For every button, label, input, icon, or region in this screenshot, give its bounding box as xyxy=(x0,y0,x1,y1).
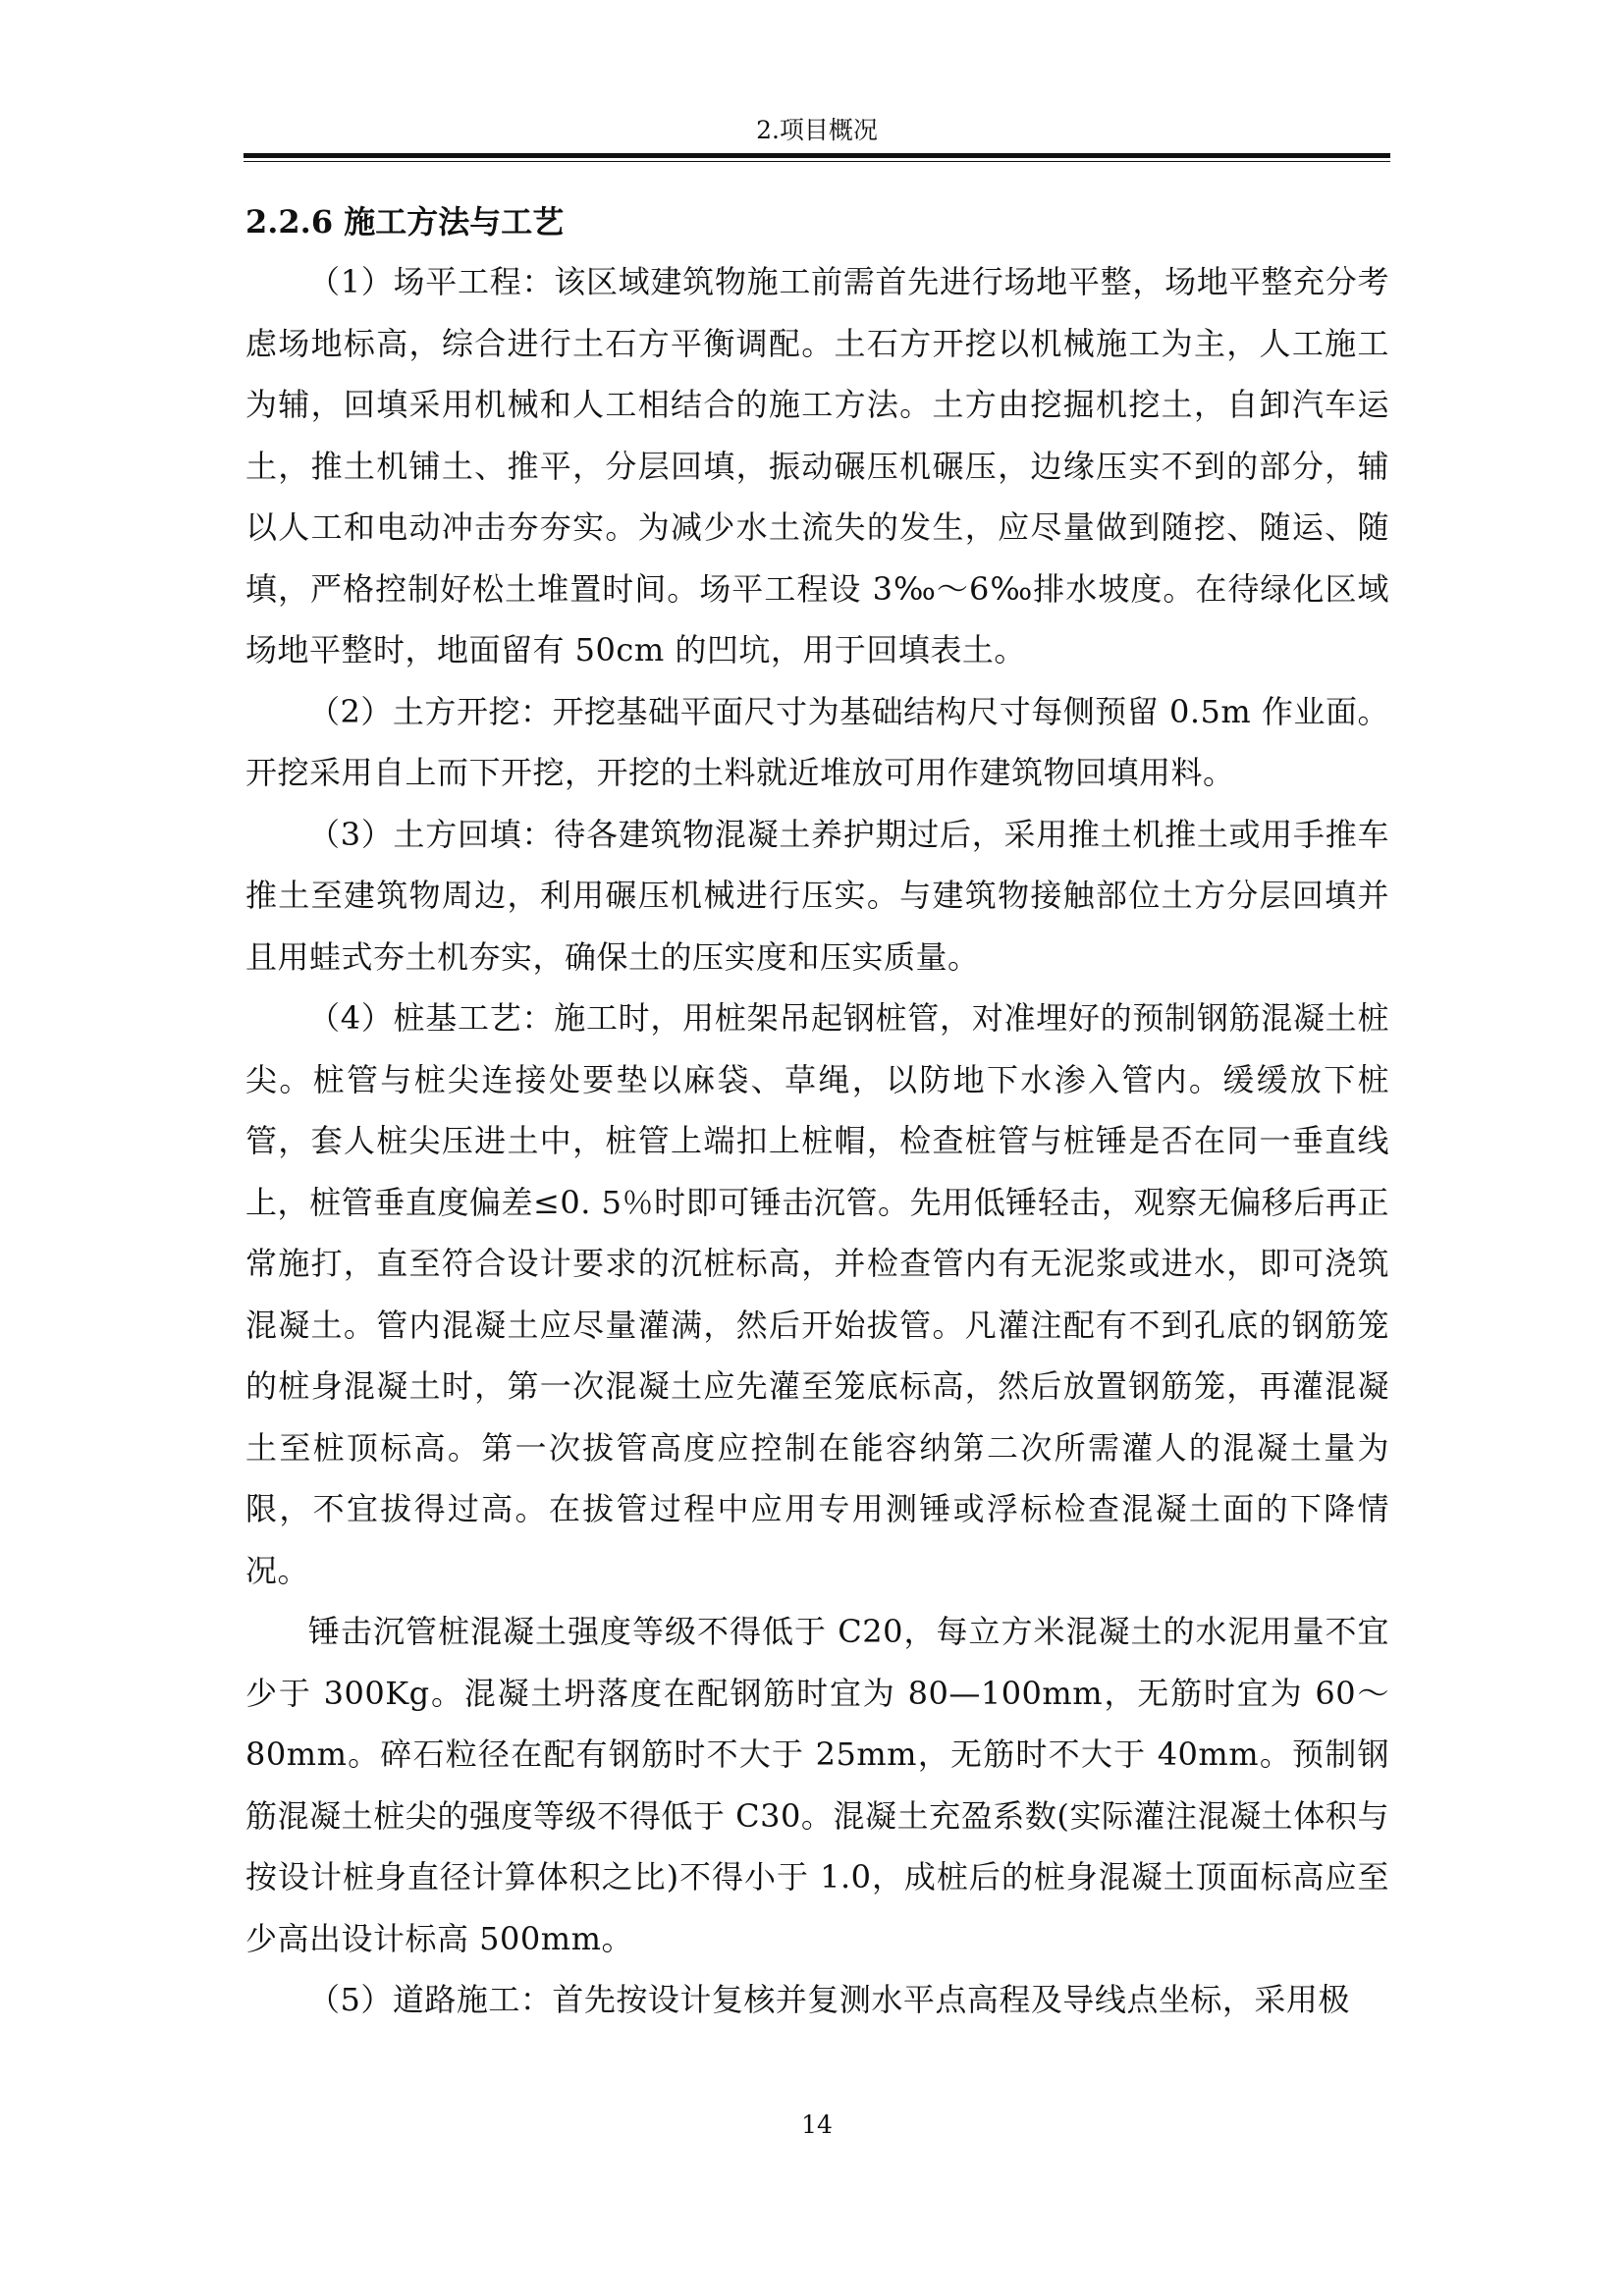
paragraph-road-construction: （5）道路施工：首先按设计复核并复测水平点高程及导线点坐标，采用极 xyxy=(308,1981,1350,2018)
running-header: 2.项目概况 xyxy=(756,116,878,144)
paragraph-site-leveling: （1）场平工程：该区域建筑物施工前需首先进行场地平整，场地平整充分考虑场地标高，综合进行土石方平衡调配。土石方开挖以机械施工为主，人工施工为辅，回填采用机械和人工相结合的施工方法。土方由挖掘机挖土，自卸汽车运土，推土机铺土、推平，分层回填，振动碾压机碾压，边缘压实不到的部分，辅以人工和电动冲击夯夯实。为减少水土流失的发生，应尽量做到随挖、随运、随填，严格控制好松土堆置时间。场平工程设 3‰～6‰排水坡度。在待绿化区域场地平整时，地面留有 50cm 的凹坑，用于回填表土。 xyxy=(245,263,1389,668)
paragraph-earth-backfill: （3）土方回填：待各建筑物混凝土养护期过后，采用推土机推土或用手推车推土至建筑物周边，利用碾压机械进行压实。与建筑物接触部位土方分层回填并且用蛙式夯土机夯实，确保土的压实度和压实质量。 xyxy=(245,815,1389,976)
paragraph-earth-excavation: （2）土方开挖：开挖基础平面尺寸为基础结构尺寸每侧预留 0.5m 作业面。开挖采用自上而下开挖，开挖的土料就近堆放可用作建筑物回填用料。 xyxy=(245,692,1389,791)
header-rule-thin xyxy=(244,161,1390,162)
header-rule-thick xyxy=(244,153,1390,158)
paragraph-pile-concrete: 锤击沉管桩混凝土强度等级不得低于 C20，每立方米混凝土的水泥用量不宜少于 300Kg。混凝土坍落度在配钢筋时宜为 80—100mm，无筋时宜为 60～80mm。碎石粒径在配有钢筋时不大于 25mm，无筋时不大于 40mm。预制钢筋混凝土桩尖的强度等级不得低于 C30。混凝土充盈系数(实际灌注混凝土体积与按设计桩身直径计算体积之比)不得小于 1.0，成桩后的桩身混凝土顶面标高应至少高出设计标高 500mm。 xyxy=(245,1613,1389,1957)
paragraph-pile-foundation: （4）桩基工艺：施工时，用桩架吊起钢桩管，对准埋好的预制钢筋混凝土桩尖。桩管与桩尖连接处要垫以麻袋、草绳，以防地下水渗入管内。缓缓放下桩管，套人桩尖压进土中，桩管上端扣上桩帽，检查桩管与桩锤是否在同一垂直线上，桩管垂直度偏差≤0. 5％时即可锤击沉管。先用低锤轻击，观察无偏移后再正常施打，直至符合设计要求的沉桩标高，并检查管内有无泥浆或进水，即可浇筑混凝土。管内混凝土应尽量灌满，然后开始拔管。凡灌注配有不到孔底的钢筋笼的桩身混凝土时，第一次混凝土应先灌至笼底标高，然后放置钢筋笼，再灌混凝土至桩顶标高。第一次拔管高度应控制在能容纳第二次所需灌人的混凝土量为限，不宜拔得过高。在拔管过程中应用专用测锤或浮标检查混凝土面的下降情况。 xyxy=(245,999,1389,1589)
section-title: 2.2.6 施工方法与工艺 xyxy=(245,203,565,240)
page-body xyxy=(245,192,1389,2031)
page-number: 14 xyxy=(801,2110,833,2139)
